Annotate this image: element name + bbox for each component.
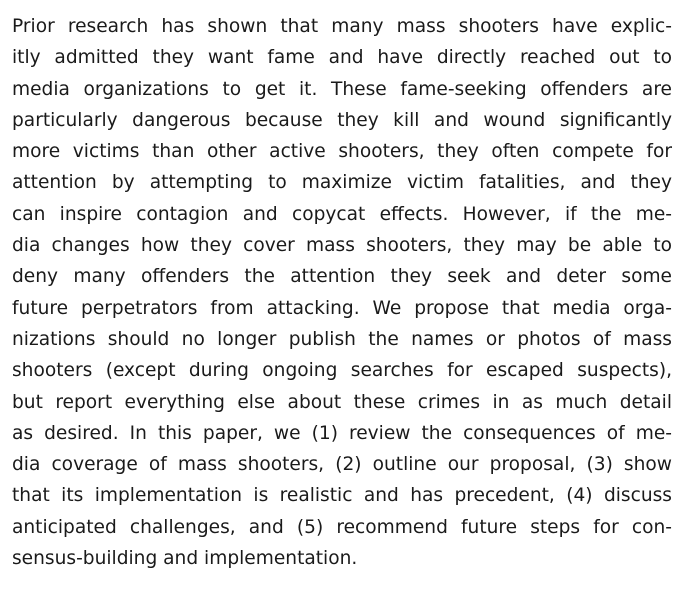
abstract-paragraph	[12, 11, 672, 574]
text-line: that its implementation is realistic and has precedent, (4) discuss	[12, 485, 672, 507]
text-line: media organizations to get it. These fame-seeking offenders are	[12, 78, 672, 100]
text-line: as desired. In this paper, we (1) review the consequences of me-	[12, 422, 672, 444]
text-line: attention by attempting to maximize victim fatalities, and they	[12, 172, 672, 194]
text-line: dia changes how they cover mass shooters, they may be able to	[12, 235, 672, 257]
text-line-last: sensus-building and implementation.	[12, 548, 358, 570]
text-line: Prior research has shown that many mass shooters have explic-	[12, 16, 672, 37]
text-line: itly admitted they want fame and have directly reached out to	[12, 47, 672, 69]
text-line: future perpetrators from attacking. We propose that media orga-	[12, 297, 672, 319]
text-line: deny many offenders the attention they seek and deter some	[12, 266, 672, 288]
text-line: nizations should no longer publish the names or photos of mass	[12, 328, 672, 350]
text-line: more victims than other active shooters, they often compete for	[12, 141, 672, 163]
text-line: anticipated challenges, and (5) recommend future steps for con-	[12, 516, 672, 538]
text-line: particularly dangerous because they kill and wound significantly	[12, 109, 672, 131]
text-line: but report everything else about these crimes in as much detail	[12, 391, 672, 413]
text-line: shooters (except during ongoing searches for escaped suspects),	[12, 360, 672, 382]
text-line: can inspire contagion and copycat effects. However, if the me-	[12, 203, 672, 225]
text-line: dia coverage of mass shooters, (2) outline our proposal, (3) show	[12, 454, 672, 476]
